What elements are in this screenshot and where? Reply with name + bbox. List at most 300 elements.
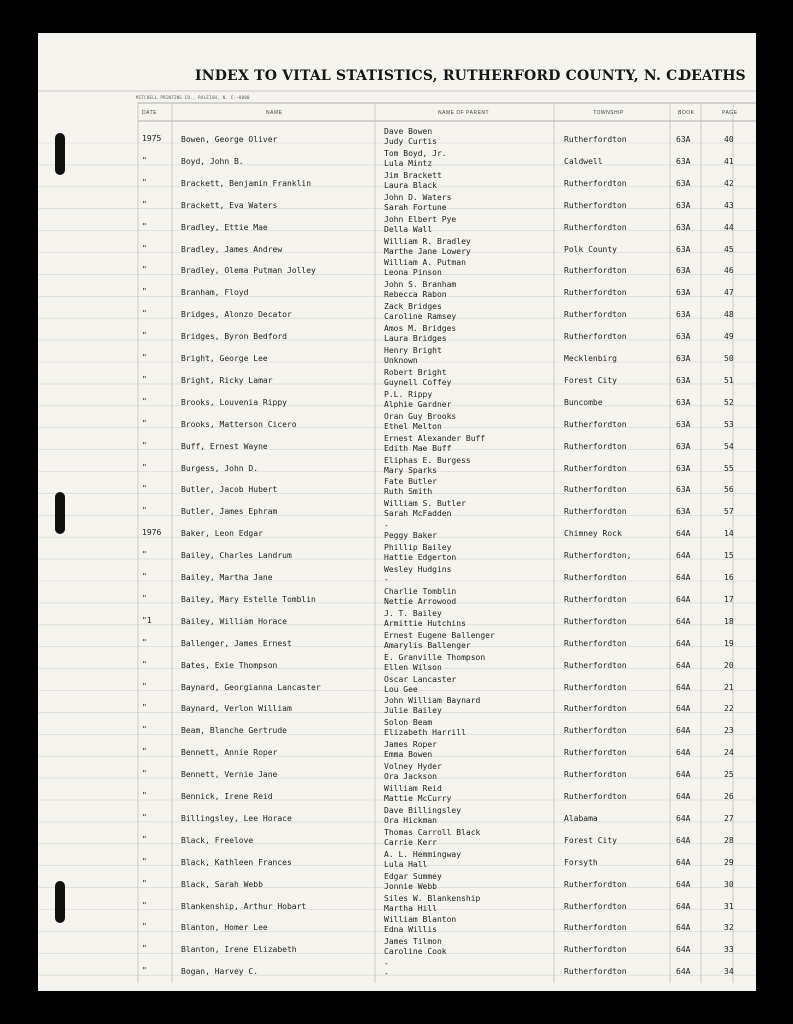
column-header-book: BOOK	[678, 110, 695, 116]
parent1-cell: William R. Bradley	[384, 236, 471, 246]
parent2-cell: Caroline Cook	[384, 947, 447, 957]
record-row	[38, 872, 756, 894]
book-cell: 63A	[676, 507, 691, 517]
year-cell: "	[142, 966, 147, 976]
book-cell: 64A	[676, 682, 691, 692]
year-cell: "	[142, 440, 147, 450]
parent2-cell: Armittie Hutchins	[384, 618, 466, 628]
year-cell: "	[142, 725, 147, 735]
record-row	[38, 959, 756, 981]
parent1-cell: William A. Putman	[384, 258, 466, 268]
year-cell: "	[142, 834, 147, 844]
parent2-cell: Jonnie Webb	[384, 881, 437, 891]
parent2-cell: Elizabeth Harrill	[384, 728, 466, 738]
township-cell: Rutherfordton	[564, 594, 627, 604]
township-cell: Polk County	[564, 244, 617, 254]
township-cell: Rutherfordton	[564, 463, 627, 473]
year-cell: "	[142, 243, 147, 253]
deceased-name-cell: Bates, Exie Thompson	[181, 660, 278, 670]
record-row	[38, 784, 756, 806]
record-row	[38, 718, 756, 740]
parent2-cell: Emma Bowen	[384, 750, 433, 760]
page-cell: 45	[724, 244, 734, 254]
page-cell: 47	[724, 288, 734, 298]
township-cell: Rutherfordton	[564, 266, 627, 276]
parent2-cell: Ellen Wilson	[384, 662, 442, 672]
year-cell: "	[142, 593, 147, 603]
record-row	[38, 302, 756, 324]
year-cell: "	[142, 199, 147, 209]
township-cell: Rutherfordton	[564, 945, 627, 955]
township-cell: Rutherfordton	[564, 901, 627, 911]
year-cell: "	[142, 747, 147, 757]
book-cell: 63A	[676, 135, 691, 144]
deceased-name-cell: Brooks, Louvenia Rippy	[181, 397, 287, 407]
parent1-cell: James Roper	[384, 740, 437, 750]
parent1-cell: Dave Bowen	[384, 127, 433, 136]
page-cell: 50	[724, 354, 734, 363]
book-cell: 63A	[676, 397, 691, 407]
township-cell: Forest City	[564, 375, 617, 385]
page-cell: 23	[724, 726, 734, 736]
book-cell: 63A	[676, 266, 691, 276]
year-cell: "	[142, 856, 147, 866]
parent2-cell: Della Wall	[384, 224, 433, 234]
township-cell: Rutherfordton	[564, 660, 627, 670]
parent2-cell: Edna Willis	[384, 925, 437, 935]
book-cell: 64A	[676, 573, 691, 582]
page-cell: 55	[724, 463, 734, 473]
book-cell: 64A	[676, 726, 691, 736]
deceased-name-cell: Bailey, Mary Estelle Tomblin	[181, 594, 316, 604]
book-cell: 64A	[676, 594, 691, 604]
township-cell: Forest City	[564, 835, 617, 845]
year-cell: "	[142, 396, 147, 406]
record-row	[38, 631, 756, 653]
record-row	[38, 215, 756, 237]
page-cell: 15	[724, 551, 734, 561]
printer-imprint: MITCHELL PRINTING CO., RALEIGH, N. C.—0000	[136, 95, 250, 100]
parent2-cell: Sarah McFadden	[384, 509, 452, 519]
year-cell: "	[142, 922, 147, 932]
record-row	[38, 434, 756, 456]
parent1-cell: Eliphas E. Burgess	[384, 455, 471, 465]
record-row	[38, 390, 756, 412]
record-row	[38, 894, 756, 916]
year-cell: "	[142, 681, 147, 691]
deceased-name-cell: Billingsley, Lee Horace	[181, 813, 292, 823]
parent1-cell: -	[384, 521, 389, 531]
page-cell: 14	[724, 529, 734, 539]
deceased-name-cell: Bailey, Martha Jane	[181, 573, 273, 582]
township-cell: Rutherfordton	[564, 178, 627, 188]
deceased-name-cell: Bowen, George Oliver	[181, 135, 278, 144]
deceased-name-cell: Baynard, Georgianna Lancaster	[181, 682, 321, 692]
record-row	[38, 237, 756, 259]
parent2-cell: Lou Gee	[384, 684, 418, 694]
book-cell: 64A	[676, 770, 691, 780]
parent1-cell: Zack Bridges	[384, 302, 442, 312]
record-row	[38, 850, 756, 872]
year-cell: "	[142, 944, 147, 954]
parent2-cell: Nettie Arrowood	[384, 596, 457, 606]
parent1-cell: William Blanton	[384, 915, 457, 925]
year-cell: "	[142, 287, 147, 297]
record-row	[38, 915, 756, 937]
page-cell: 54	[724, 441, 734, 451]
year-cell: 1975	[142, 134, 162, 143]
deceased-name-cell: Bailey, William Horace	[181, 616, 287, 626]
page-cell: 34	[724, 967, 734, 977]
parent2-cell: Mattie McCurry	[384, 794, 452, 803]
year-cell: "	[142, 418, 147, 428]
parent2-cell: Lula Mintz	[384, 158, 433, 168]
parent2-cell: Unknown	[384, 356, 418, 365]
township-cell: Rutherfordton	[564, 135, 627, 144]
year-cell: "	[142, 155, 147, 165]
township-cell: Rutherfordton	[564, 616, 627, 626]
parent1-cell: Henry Bright	[384, 346, 442, 355]
township-cell: Buncombe	[564, 397, 603, 407]
page-cell: 46	[724, 266, 734, 276]
deceased-name-cell: Bridges, Alonzo Decator	[181, 310, 292, 320]
parent2-cell: Edith Mae Buff	[384, 443, 452, 453]
parent2-cell: Julie Bailey	[384, 706, 442, 716]
book-cell: 63A	[676, 200, 691, 210]
deceased-name-cell: Beam, Blanche Gertrude	[181, 726, 287, 736]
deceased-name-cell: Bogan, Harvey C.	[181, 967, 259, 977]
year-cell: "	[142, 878, 147, 888]
parent2-cell: Ora Jackson	[384, 772, 437, 782]
column-header-page: PAGE	[722, 110, 738, 116]
record-row	[38, 696, 756, 718]
page-cell: 32	[724, 923, 734, 933]
book-cell: 64A	[676, 945, 691, 955]
deceased-name-cell: Blanton, Irene Elizabeth	[181, 945, 297, 955]
record-row	[38, 653, 756, 675]
township-cell: Rutherfordton,	[564, 551, 632, 561]
parent2-cell: Martha Hill	[384, 903, 437, 913]
parent2-cell: Lula Hall	[384, 859, 428, 869]
parent1-cell: Robert Bright	[384, 367, 447, 377]
year-cell: "	[142, 462, 147, 472]
record-row	[38, 127, 756, 149]
book-cell: 63A	[676, 332, 691, 342]
record-row	[38, 456, 756, 478]
page-cell: 28	[724, 835, 734, 845]
record-row	[38, 412, 756, 434]
parent2-cell: Carrie Kerr	[384, 837, 437, 847]
record-row	[38, 280, 756, 302]
deceased-name-cell: Black, Freelove	[181, 835, 254, 845]
township-cell: Forsyth	[564, 857, 598, 867]
record-row	[38, 740, 756, 762]
record-row	[38, 324, 756, 346]
deceased-name-cell: Baker, Leon Edgar	[181, 529, 263, 539]
book-cell: 64A	[676, 529, 691, 539]
book-cell: 63A	[676, 463, 691, 473]
book-cell: 64A	[676, 813, 691, 823]
deceased-name-cell: Brooks, Matterson Cicero	[181, 419, 297, 429]
page-cell: 40	[724, 135, 734, 144]
parent2-cell: Laura Black	[384, 180, 437, 190]
parent1-cell: John William Baynard	[384, 696, 481, 706]
page-cell: 27	[724, 813, 734, 823]
parent2-cell: Caroline Ramsey	[384, 312, 457, 322]
deceased-name-cell: Ballenger, James Ernest	[181, 638, 292, 648]
page-cell: 31	[724, 901, 734, 911]
column-header-parent: NAME OF PARENT	[438, 110, 490, 116]
parent1-cell: Volney Hyder	[384, 762, 442, 772]
township-cell: Rutherfordton	[564, 419, 627, 429]
parent1-cell: Phillip Bailey	[384, 543, 452, 553]
deceased-name-cell: Bailey, Charles Landrum	[181, 551, 292, 561]
column-header-date: DATE	[142, 110, 157, 116]
book-cell: 63A	[676, 156, 691, 166]
year-cell: "	[142, 374, 147, 384]
deceased-name-cell: Bridges, Byron Bedford	[181, 332, 287, 342]
year-cell: "	[142, 659, 147, 669]
deceased-name-cell: Bright, George Lee	[181, 354, 268, 363]
book-cell: 63A	[676, 375, 691, 385]
deceased-name-cell: Bradley, Ettie Mae	[181, 222, 268, 232]
book-cell: 63A	[676, 178, 691, 188]
page-cell: 43	[724, 200, 734, 210]
year-cell: "	[142, 353, 147, 362]
parent2-cell: Guynell Coffey	[384, 377, 452, 387]
record-row	[38, 346, 756, 368]
book-cell: 63A	[676, 354, 691, 363]
book-cell: 64A	[676, 704, 691, 714]
book-cell: 64A	[676, 638, 691, 648]
record-row	[38, 258, 756, 280]
book-cell: 64A	[676, 551, 691, 561]
record-row	[38, 937, 756, 959]
parent1-cell: Fate Butler	[384, 477, 437, 487]
township-cell: Rutherfordton	[564, 332, 627, 342]
parent2-cell: Ora Hickman	[384, 815, 437, 825]
book-cell: 64A	[676, 660, 691, 670]
township-cell: Rutherfordton	[564, 923, 627, 933]
year-cell: "	[142, 791, 147, 800]
record-row	[38, 521, 756, 543]
parent2-cell: Ethel Melton	[384, 421, 442, 431]
year-cell: "	[142, 265, 147, 275]
parent1-cell: Oran Guy Brooks	[384, 411, 457, 421]
year-cell: "	[142, 177, 147, 187]
page-cell: 42	[724, 178, 734, 188]
parent1-cell: Thomas Carroll Black	[384, 827, 481, 837]
parent1-cell: J. T. Bailey	[384, 608, 442, 618]
deceased-name-cell: Butler, Jacob Hubert	[181, 485, 278, 495]
page-cell: 57	[724, 507, 734, 517]
parent1-cell: William Reid	[384, 784, 442, 793]
year-cell: "	[142, 309, 147, 319]
book-cell: 63A	[676, 485, 691, 495]
township-cell: Rutherfordton	[564, 200, 627, 210]
parent2-cell: Sarah Fortune	[384, 202, 447, 212]
record-row	[38, 762, 756, 784]
parent1-cell: Siles W. Blankenship	[384, 893, 481, 903]
parent1-cell: John D. Waters	[384, 192, 452, 202]
parent2-cell: -	[384, 969, 389, 979]
township-cell: Rutherfordton	[564, 792, 627, 801]
township-cell: Rutherfordton	[564, 682, 627, 692]
township-cell: Rutherfordton	[564, 485, 627, 495]
year-cell: "	[142, 331, 147, 341]
parent2-cell: Amarylis Ballenger	[384, 640, 471, 650]
page-cell: 22	[724, 704, 734, 714]
township-cell: Rutherfordton	[564, 704, 627, 714]
year-cell: "	[142, 769, 147, 779]
deceased-name-cell: Bright, Ricky Lamar	[181, 375, 273, 385]
book-cell: 64A	[676, 857, 691, 867]
parent1-cell: Solon Beam	[384, 718, 433, 728]
page-cell: 41	[724, 156, 734, 166]
parent1-cell: James Tilmon	[384, 937, 442, 947]
township-cell: Rutherfordton	[564, 441, 627, 451]
township-cell: Rutherfordton	[564, 288, 627, 298]
year-cell: "	[142, 550, 147, 560]
parent1-cell: P.L. Rippy	[384, 389, 433, 399]
page-cell: 25	[724, 770, 734, 780]
parent1-cell: Ernest Alexander Buff	[384, 433, 486, 443]
township-cell: Alabama	[564, 813, 598, 823]
deceased-name-cell: Boyd, John B.	[181, 156, 244, 166]
township-cell: Rutherfordton	[564, 222, 627, 232]
book-cell: 64A	[676, 616, 691, 626]
parent1-cell: -	[384, 959, 389, 969]
page-cell: 29	[724, 857, 734, 867]
book-cell: 64A	[676, 748, 691, 758]
township-cell: Rutherfordton	[564, 967, 627, 977]
parent1-cell: Wesley Hudgins	[384, 565, 452, 574]
year-cell: "1	[142, 615, 152, 625]
township-cell: Rutherfordton	[564, 770, 627, 780]
township-cell: Mecklenbirg	[564, 354, 617, 363]
parent1-cell: Amos M. Bridges	[384, 324, 457, 334]
page-cell: 49	[724, 332, 734, 342]
book-cell: 63A	[676, 441, 691, 451]
page-cell: 56	[724, 485, 734, 495]
parent1-cell: A. L. Hemmingway	[384, 849, 462, 859]
record-row	[38, 675, 756, 697]
column-header-township: TOWNSHIP	[593, 110, 624, 116]
record-row	[38, 565, 756, 587]
year-cell: "	[142, 703, 147, 713]
year-cell: "	[142, 812, 147, 822]
township-cell: Caldwell	[564, 156, 603, 166]
deceased-name-cell: Baynard, Verlon William	[181, 704, 292, 714]
year-cell: "	[142, 572, 147, 581]
parent1-cell: Charlie Tomblin	[384, 586, 457, 596]
township-cell: Rutherfordton	[564, 748, 627, 758]
deceased-name-cell: Brackett, Benjamin Franklin	[181, 178, 312, 188]
page-cell: 44	[724, 222, 734, 232]
page-cell: 21	[724, 682, 734, 692]
parent2-cell: Leona Pinson	[384, 268, 442, 278]
year-cell: "	[142, 506, 147, 516]
deceased-name-cell: Bennett, Annie Roper	[181, 748, 278, 758]
year-cell: "	[142, 637, 147, 647]
book-cell: 64A	[676, 835, 691, 845]
parent2-cell: Laura Bridges	[384, 334, 447, 344]
parent2-cell: -	[384, 575, 389, 584]
deceased-name-cell: Buff, Ernest Wayne	[181, 441, 268, 451]
page-cell: 18	[724, 616, 734, 626]
book-cell: 64A	[676, 923, 691, 933]
parent1-cell: E. Granville Thompson	[384, 652, 486, 662]
parent2-cell: Hattie Edgerton	[384, 553, 457, 563]
page-cell: 48	[724, 310, 734, 320]
page-title: INDEX TO VITAL STATISTICS, RUTHERFORD COUNTY, N. C.	[195, 68, 683, 84]
book-cell: 64A	[676, 901, 691, 911]
deceased-name-cell: Bradley, Olema Putman Jolley	[181, 266, 316, 276]
record-row	[38, 171, 756, 193]
book-cell: 64A	[676, 792, 691, 801]
page-cell: 17	[724, 594, 734, 604]
page-cell: 16	[724, 573, 734, 582]
book-cell: 63A	[676, 419, 691, 429]
township-cell: Rutherfordton	[564, 726, 627, 736]
parent2-cell: Mary Sparks	[384, 465, 437, 475]
year-cell: "	[142, 484, 147, 494]
deceased-name-cell: Black, Sarah Webb	[181, 879, 263, 889]
township-cell: Rutherfordton	[564, 507, 627, 517]
page-cell: 33	[724, 945, 734, 955]
book-cell: 64A	[676, 879, 691, 889]
year-cell: "	[142, 221, 147, 231]
page-cell: 26	[724, 792, 734, 801]
record-row	[38, 587, 756, 609]
township-cell: Rutherfordton	[564, 879, 627, 889]
year-cell: 1976	[142, 528, 162, 538]
parent2-cell: Peggy Baker	[384, 531, 437, 541]
record-row	[38, 609, 756, 631]
parent1-cell: William S. Butler	[384, 499, 466, 509]
township-cell: Rutherfordton	[564, 573, 627, 582]
parent1-cell: Edgar Summey	[384, 871, 442, 881]
page-cell: 20	[724, 660, 734, 670]
township-cell: Rutherfordton	[564, 310, 627, 320]
parent1-cell: Jim Brackett	[384, 170, 442, 180]
parent1-cell: John Elbert Pye	[384, 214, 457, 224]
page-cell: 24	[724, 748, 734, 758]
record-row	[38, 477, 756, 499]
deceased-name-cell: Bennick, Irene Reid	[181, 792, 273, 801]
deceased-name-cell: Bradley, James Andrew	[181, 244, 283, 254]
parent1-cell: John S. Branham	[384, 280, 457, 290]
record-type-label: DEATHS	[679, 68, 746, 84]
record-row	[38, 149, 756, 171]
page-cell: 30	[724, 879, 734, 889]
deceased-name-cell: Brackett, Eva Waters	[181, 200, 278, 210]
record-row	[38, 193, 756, 215]
column-header-name: NAME	[266, 110, 283, 116]
parent1-cell: Dave Billingsley	[384, 805, 462, 815]
parent2-cell: Rebecca Rabon	[384, 290, 447, 300]
book-cell: 63A	[676, 288, 691, 298]
parent2-cell: Marthe Jane Lowery	[384, 246, 471, 256]
page-cell: 51	[724, 375, 734, 385]
township-cell: Rutherfordton	[564, 638, 627, 648]
page-cell: 19	[724, 638, 734, 648]
deceased-name-cell: Black, Kathleen Frances	[181, 857, 292, 867]
page-cell: 52	[724, 397, 734, 407]
parent1-cell: Oscar Lancaster	[384, 674, 457, 684]
year-cell: "	[142, 900, 147, 910]
deceased-name-cell: Bennett, Vernie Jane	[181, 770, 278, 780]
